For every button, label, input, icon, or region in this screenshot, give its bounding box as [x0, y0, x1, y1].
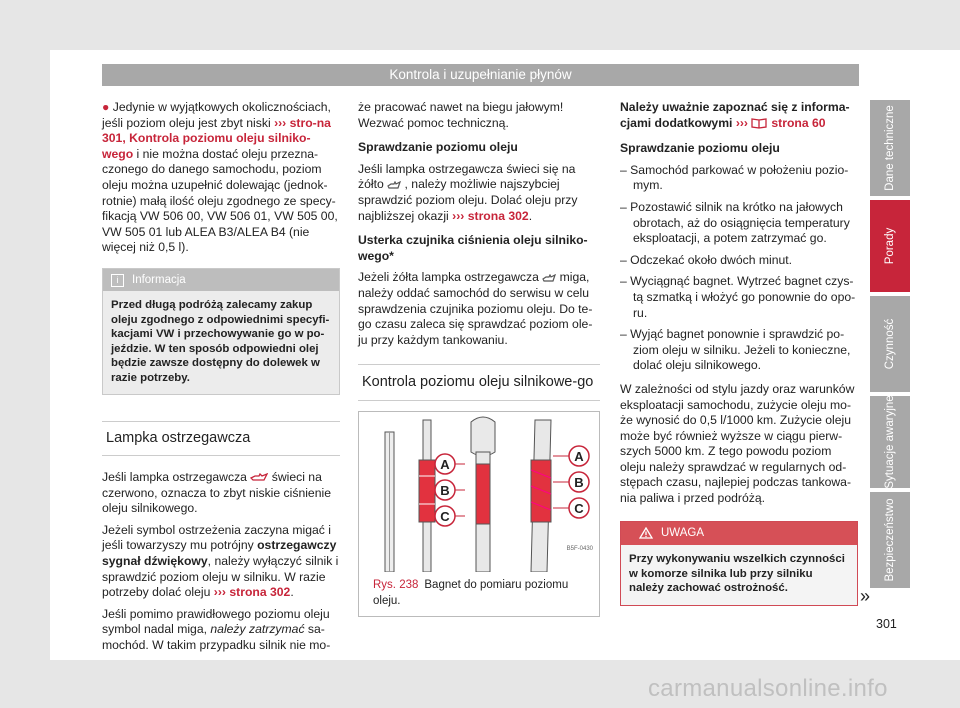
- list-item: – Pozostawić silnik na krótko na jałowych obrotach, aż do osiągnięcia temperatury eksploatacji, a potem zatrzymać go.: [620, 199, 850, 246]
- page-number: 301: [876, 617, 897, 631]
- tab-safety[interactable]: Bezpieczeństwo: [870, 492, 910, 588]
- crossref-link[interactable]: strona 302: [225, 585, 291, 600]
- tab-operation[interactable]: Czynność: [870, 296, 910, 392]
- link-arrow: ›››: [213, 585, 226, 600]
- tab-emergencies[interactable]: Sytuacje awaryjne: [870, 396, 910, 488]
- crossref-link[interactable]: strona 302: [464, 208, 529, 223]
- svg-text:B: B: [440, 483, 450, 499]
- oil-level-paragraph: Jeśli lampka ostrzegawcza świeci się na żółto , należy możliwie najszybciej sprawdzić poziom oleju. Dolać oleju przy najbliższej okazji ››› strona 302.: [358, 161, 578, 223]
- continue-icon: »: [860, 586, 871, 606]
- figure-caption: Rys. 238 Bagnet do pomiaru poziomu oleju.: [373, 579, 569, 607]
- see-also-paragraph: Należy uważnie zapoznać się z informa-cjami dodatkowymi ››› strona 60: [620, 100, 850, 130]
- subheading-check-oil: Sprawdzanie poziomu oleju: [620, 141, 780, 156]
- book-icon: [750, 117, 768, 129]
- svg-text:C: C: [574, 501, 584, 517]
- svg-text:A: A: [574, 449, 584, 465]
- step-list: [620, 163, 858, 374]
- list-item: – Wyjąć bagnet ponownie i sprawdzić po-ziom oleju w silniku. Jeżeli to konieczne, dolać oleju silnikowego.: [620, 327, 851, 373]
- crossref-link[interactable]: strona 60: [768, 115, 826, 130]
- dipstick-figure: [358, 411, 600, 616]
- intro-paragraph: ● Jedynie w wyjątkowych okolicznościach, jeśli poziom oleju jest zbyt niski ››› stro-na 301, Kontrola poziomu oleju silniko-wego i nie można dostać oleju przezna-czonego do danego samochodu, poziom oleju można uzupełnić dolewając (jednok-rotnie) małą ilość oleju zgodnego ze specy-fikacją VW 506 00, VW 506 01, VW 505 00, VW 505 01 lub ALEA B3/ALEA B4 (nie więcej niż 0,5 l).: [102, 100, 338, 255]
- list-item: – Odczekać około dwóch minut.: [620, 252, 793, 267]
- side-tabs: [870, 100, 910, 592]
- column-middle: [358, 100, 600, 617]
- info-icon: i: [111, 274, 124, 287]
- warning-box: [620, 521, 858, 606]
- tab-tips[interactable]: Porady: [870, 200, 910, 292]
- list-item: – Samochód parkować w położeniu pozio-mym.: [620, 162, 849, 193]
- section-title-warning-lamp: Lampka ostrzegawcza: [102, 421, 340, 457]
- column-right: [620, 100, 858, 606]
- page-header: Kontrola i uzupełnianie płynów: [102, 64, 859, 86]
- svg-text:B: B: [574, 475, 584, 491]
- warning-triangle-icon: [639, 527, 653, 539]
- link-arrow: ›››: [452, 208, 465, 223]
- lamp-paragraph-1: Jeśli lampka ostrzegawcza świeci na czerwono, oznacza to zbyt niskie ciśnienie oleju silnikowego.: [102, 470, 331, 516]
- oil-can-icon: [542, 274, 556, 283]
- link-arrow: ›››: [735, 115, 748, 130]
- svg-text:A: A: [440, 457, 450, 473]
- watermark: carmanualsonline.info: [648, 675, 888, 702]
- link-arrow: ›››: [274, 115, 287, 130]
- lamp-paragraph-2: Jeżeli symbol ostrzeżenia zaczyna migać i jeśli towarzyszy mu potrójny ostrzegawczy sygnał dźwiękowy, należy wyłączyć silnik i sprawdzić poziom oleju w silniku. W razie potrzeby dolać oleju ››› strona 302.: [102, 522, 339, 600]
- subheading-sensor-fault: Usterka czujnika ciśnienia oleju silniko-wego*: [358, 233, 588, 263]
- lamp-paragraph-3: Jeśli pomimo prawidłowego poziomu oleju symbol nadal miga, należy zatrzymać sa-mochód. W takim przypadku silnik nie mo-: [102, 606, 331, 653]
- warning-box-body: Przy wykonywaniu wszelkich czynności w komorze silnika lub przy silniku należy zachować ostrożność.: [621, 545, 857, 605]
- tab-technical-data[interactable]: Dane techniczne: [870, 100, 910, 196]
- column-left: [102, 100, 340, 660]
- svg-text:C: C: [440, 509, 450, 525]
- info-box-body: Przed długą podróżą zalecamy zakup oleju zgodnego z odpowiednimi specyfi-kacjami VW i przechowywanie go w po-jeździe. W ten sposób odpowiedni olej będzie zawsze dostępny do dolewek w razie potrzeby.: [103, 291, 339, 394]
- section-title-oil-check: Kontrola poziomu oleju silnikowe-go: [358, 364, 600, 401]
- list-item: – Wyciągnąć bagnet. Wytrzeć bagnet czys-tą szmatką i włożyć go ponownie do opo-ru.: [620, 274, 856, 320]
- continued-paragraph: że pracować nawet na biegu jałowym! Wezwać pomoc techniczną.: [358, 100, 564, 130]
- oil-can-icon: [250, 473, 268, 482]
- info-box-header: i Informacja: [103, 269, 339, 291]
- subheading-oil-level: Sprawdzanie poziomu oleju: [358, 140, 518, 155]
- consumption-paragraph: W zależności od stylu jazdy oraz warunków eksploatacji samochodu, zużycie oleju mo-że wynosić do 0,5 l/1000 km. Zużycie oleju może być również wyższe w ciągu pierw-szych 5000 km. Z tego powodu poziom oleju należy sprawdzać w regularnych od-stępach czasu, najlepiej podczas tankowa-nia paliwa i przed podróżą.: [620, 381, 855, 506]
- bullet-icon: ●: [102, 100, 110, 114]
- dipstick-illustration: [359, 412, 599, 572]
- figure-code: B5F-0430: [566, 546, 593, 553]
- sensor-paragraph: Jeżeli żółta lampka ostrzegawcza miga, należy oddać samochód do serwisu w celu sprawdzenia czujnika poziomu oleju. Do te-go czasu zaleca się sprawdzać poziom ole-ju przy każdym tankowaniu.: [358, 270, 593, 347]
- oil-can-icon: [387, 181, 401, 190]
- crossref-link[interactable]: stro-na 301, Kontrola poziomu oleju silniko-wego: [102, 115, 331, 161]
- warning-box-header: UWAGA: [621, 522, 857, 546]
- figure-label: Rys. 238: [373, 579, 419, 592]
- info-box: [102, 268, 340, 395]
